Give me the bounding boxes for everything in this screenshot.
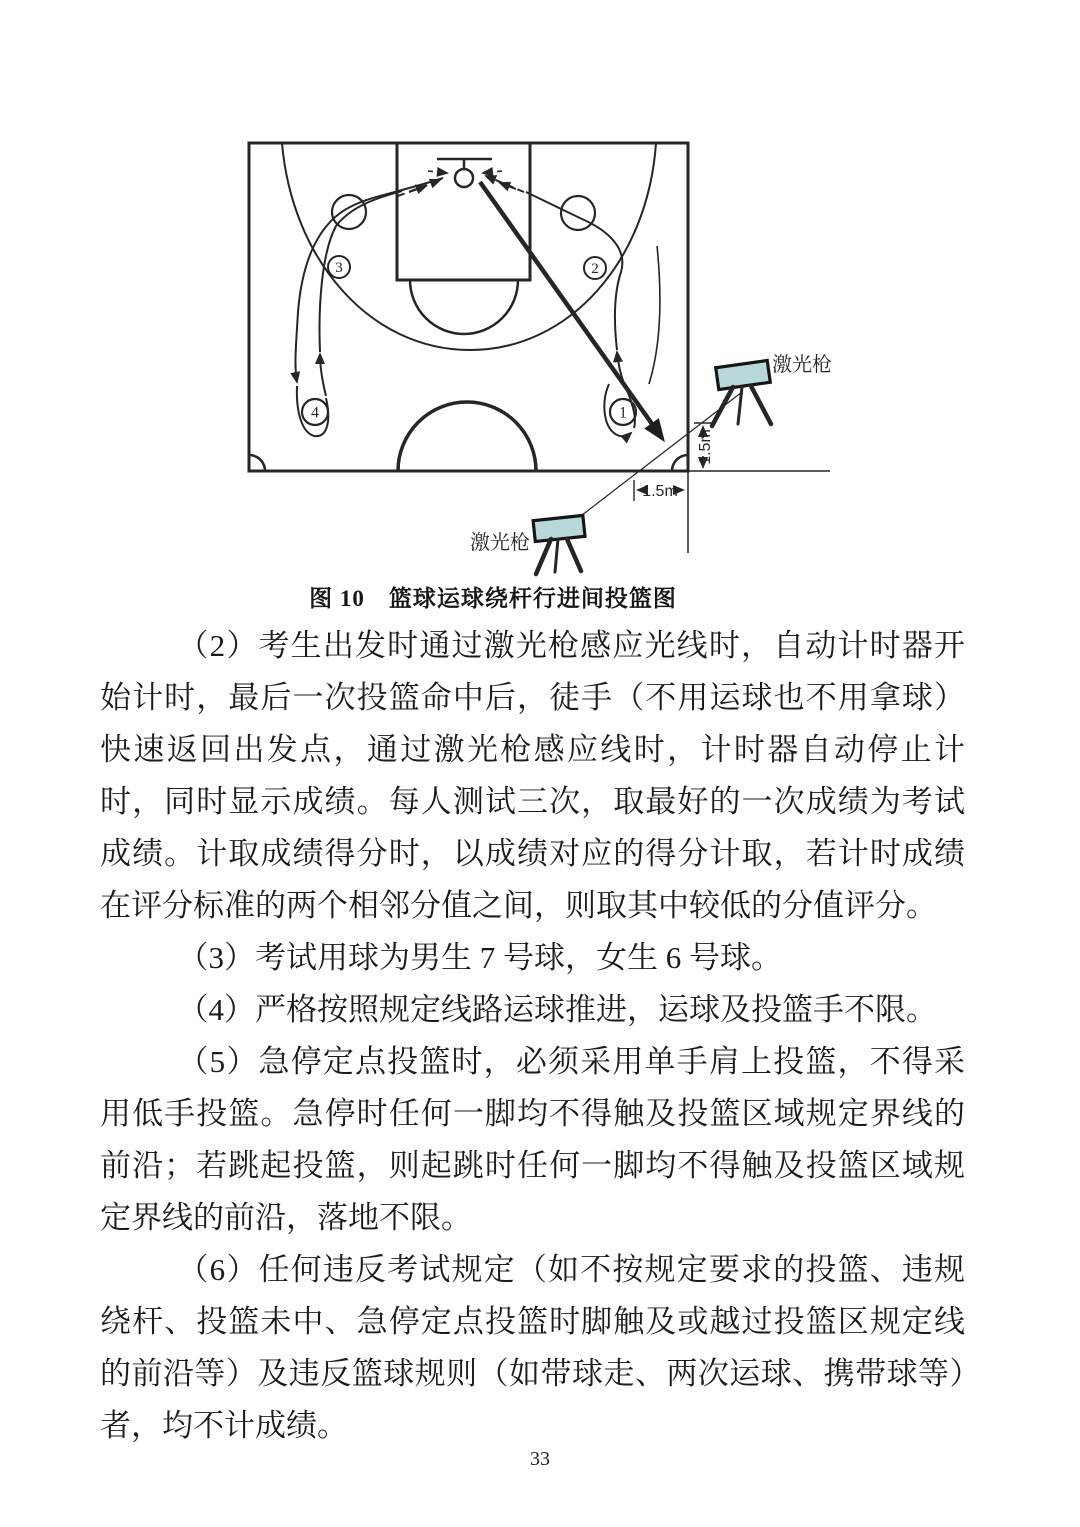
dribble-path-left-return-1 [320, 354, 326, 396]
shooting-spot-right [561, 196, 595, 230]
laser-gun-screen [716, 360, 771, 389]
laser-gun-right [712, 353, 832, 426]
rules-text [0, 620, 1080, 1452]
corner-arc-left [249, 455, 265, 471]
dimension-vertical [694, 423, 716, 467]
basket-rim [455, 169, 473, 187]
page-number: 33 [530, 1448, 550, 1470]
pole-marker-1 [610, 399, 636, 425]
pole-marker-2 [584, 257, 606, 279]
pole-number-2: 2 [591, 261, 599, 277]
laser-beam-line [573, 392, 742, 522]
figure-area [0, 0, 1080, 580]
court-diagram [0, 0, 1080, 580]
figure-caption: 图 10 篮球运球绕杆行进间投篮图 [309, 586, 677, 611]
tripod-leg [536, 539, 551, 574]
laser-gun-bottom [470, 515, 585, 574]
pole-marker-3 [328, 256, 350, 278]
dim-vertical-label: 1.5m [697, 429, 714, 465]
pole-number-3: 3 [335, 260, 343, 276]
tripod-leg [738, 387, 742, 424]
backboard [437, 159, 492, 169]
dim-horizontal-label: 1.5m [642, 483, 678, 500]
paragraph-rule-5: （5）急停定点投篮时，必须采用单手肩上投篮，不得采用低手投篮。急停时任何一脚均不得触及投篮区域规定界线的前沿；若跳起投篮，则起跳时任何一脚均不得触及投篮区域规定界线的前沿，落地不限。 [100, 1044, 965, 1235]
pole-number-4: 4 [311, 404, 319, 422]
shooting-spot-left [332, 195, 366, 229]
rim-dash-left [428, 171, 447, 173]
sprint-arrow [480, 182, 662, 438]
tripod-leg [567, 539, 581, 571]
paragraph-rule-6: （6）任何违反考试规定（如不按规定要求的投篮、违规绕杆、投篮未中、急停定点投篮时脚触及或越过投篮区规定线的前沿等）及违反篮球规则（如带球走、两次运球、携带球等）者，均不计成绩。 [100, 1252, 965, 1443]
paragraph-rule-4: （4）严格按照规定线路运球推进，运球及投篮手不限。 [177, 992, 937, 1027]
dribble-path-start-segment [649, 246, 660, 384]
pole-number-1: 1 [619, 404, 627, 422]
free-throw-arc [410, 280, 518, 334]
layup-arrow-right-2 [500, 183, 516, 189]
laser-gun-label-bottom: 激光枪 [470, 532, 530, 554]
laser-gun-label-right: 激光枪 [772, 354, 832, 376]
dribble-path-right-2 [526, 192, 622, 350]
corner-arc-right [672, 455, 688, 471]
court-outline [249, 143, 688, 471]
tripod-leg [712, 387, 733, 426]
pole-marker-4 [302, 399, 328, 425]
tripod-leg [555, 539, 558, 572]
dimension-horizontal [634, 480, 683, 501]
center-circle-arc [398, 402, 536, 471]
paragraph-rule-2: （2）考生出发时通过激光枪感应光线时，自动计时器开始计时，最后一次投篮命中后，徒手（不用运球也不用拿球）快速返回出发点，通过激光枪感应线时，计时器自动停止计时，同时显示成绩。每人测试三次，取最好的一次成绩为考试成绩。计取成绩得分时，以成绩对应的得分计取，若计时成绩在评分标准的两个相邻分值之间，则取其中较低的分值评分。 [100, 628, 965, 923]
three-point-arc [282, 143, 656, 350]
laser-gun-screen [533, 515, 585, 541]
paragraph-rule-3: （3）考试用球为男生 7 号球，女生 6 号球。 [177, 940, 782, 975]
rim-dash-right [483, 171, 502, 173]
tripod-leg [751, 386, 771, 424]
